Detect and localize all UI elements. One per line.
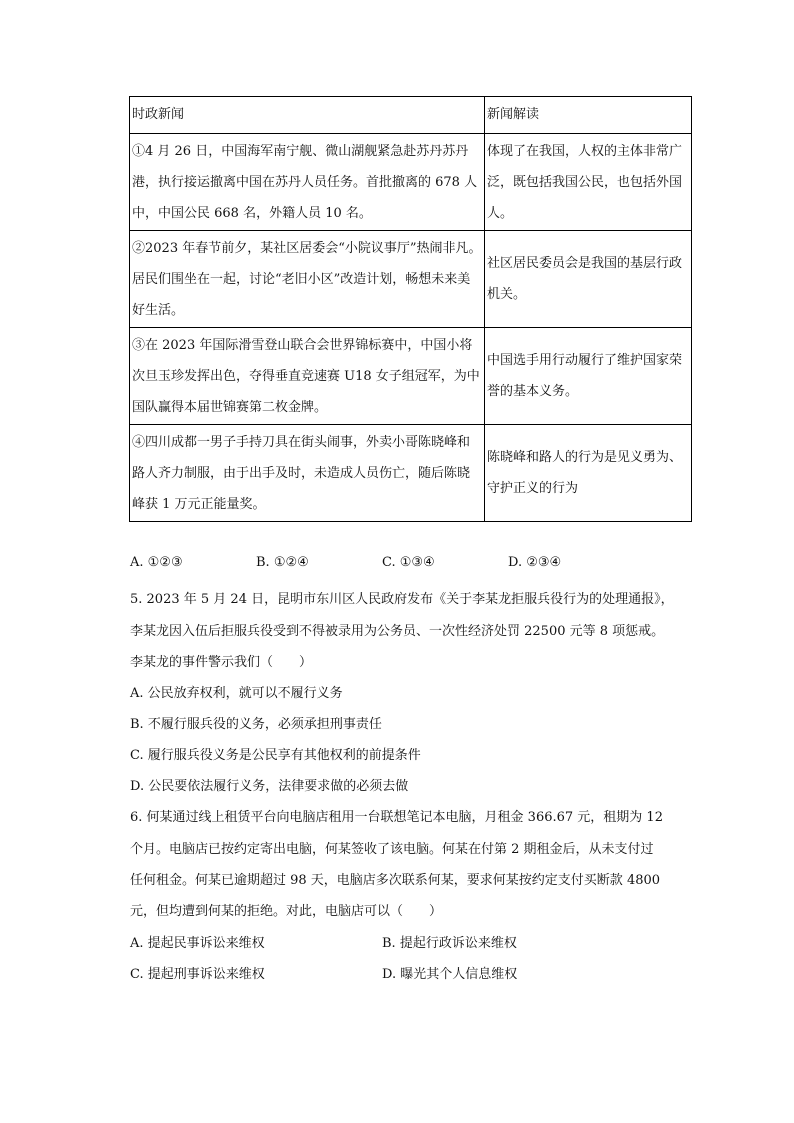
news-cell: ④四川成都一男子手持刀具在街头闹事，外卖小哥陈晓峰和路人齐力制服，由于出手及时，未造成人员伤亡，随后陈晓峰获 1 万元正能量奖。 [130, 425, 485, 522]
interpretation-cell: 中国选手用行动履行了维护国家荣誉的基本义务。 [485, 328, 692, 425]
q5-stem-line: 5. 2023 年 5 月 24 日，昆明市东川区人民政府发布《关于李某龙拒服兵役行为的处理通报》， [130, 592, 674, 607]
q5-stem-line: 李某龙的事件警示我们（ ） [130, 655, 313, 670]
table-row [130, 328, 692, 425]
q5-option-c[interactable]: C. 履行服兵役义务是公民享有其他权利的前提条件 [130, 748, 421, 763]
q6-stem-line: 个月。电脑店已按约定寄出电脑，何某签收了该电脑。何某在付第 2 期租金后，从未支付过 [130, 842, 654, 857]
news-table [129, 96, 692, 522]
q6-stem-line: 元，但均遭到何某的拒绝。对此，电脑店可以（ ） [130, 904, 443, 919]
header-news: 时政新闻 [130, 97, 485, 134]
interpretation-cell: 陈晓峰和路人的行为是见义勇为、守护正义的行为 [485, 425, 692, 522]
q4-option-b[interactable]: B. ①②④ [256, 555, 309, 570]
table-header-row [130, 97, 692, 134]
q6-stem-line: 任何租金。何某已逾期超过 98 天，电脑店多次联系何某，要求何某按约定支付买断款 4800 [130, 873, 661, 888]
q4-options [130, 555, 690, 577]
q6-stem-line: 6. 何某通过线上租赁平台向电脑店租用一台联想笔记本电脑，月租金 366.67 元，租期为 12 [130, 810, 663, 825]
q5-stem-line: 李某龙因入伍后拒服兵役受到不得被录用为公务员、一次性经济处罚 22500 元等 8 项惩戒。 [130, 624, 665, 639]
q6-option-d[interactable]: D. 曝光其个人信息维权 [382, 967, 518, 982]
q4-option-c[interactable]: C. ①③④ [382, 555, 435, 570]
q4-option-d[interactable]: D. ②③④ [508, 555, 562, 570]
q5-option-d[interactable]: D. 公民要依法履行义务，法律要求做的必须去做 [130, 779, 409, 794]
news-cell: ③在 2023 年国际滑雪登山联合会世界锦标赛中，中国小将次旦玉珍发挥出色，夺得垂直竞速赛 U18 女子组冠军，为中国队赢得本届世锦赛第二枚金牌。 [130, 328, 485, 425]
interpretation-cell: 社区居民委员会是我国的基层行政机关。 [485, 231, 692, 328]
header-interpretation: 新闻解读 [485, 97, 692, 134]
q6-option-b[interactable]: B. 提起行政诉讼来维权 [382, 936, 517, 951]
q6-option-a[interactable]: A. 提起民事诉讼来维权 [130, 936, 265, 951]
q5-option-b[interactable]: B. 不履行服兵役的义务，必须承担刑事责任 [130, 717, 382, 732]
news-cell: ②2023 年春节前夕，某社区居委会“小院议事厅”热闹非凡。居民们围坐在一起，讨论“老旧小区”改造计划，畅想未来美好生活。 [130, 231, 485, 328]
news-cell: ①4 月 26 日，中国海军南宁舰、微山湖舰紧急赴苏丹苏丹港，执行接运撤离中国在苏丹人员任务。首批撤离的 678 人中，中国公民 668 名，外籍人员 10 名。 [130, 134, 485, 231]
q6-option-c[interactable]: C. 提起刑事诉讼来维权 [130, 967, 265, 982]
q5-option-a[interactable]: A. 公民放弃权利，就可以不履行义务 [130, 686, 343, 701]
table-row [130, 425, 692, 522]
table-row [130, 134, 692, 231]
table-row [130, 231, 692, 328]
interpretation-cell: 体现了在我国，人权的主体非常广泛，既包括我国公民，也包括外国人。 [485, 134, 692, 231]
q4-option-a[interactable]: A. ①②③ [130, 555, 183, 570]
